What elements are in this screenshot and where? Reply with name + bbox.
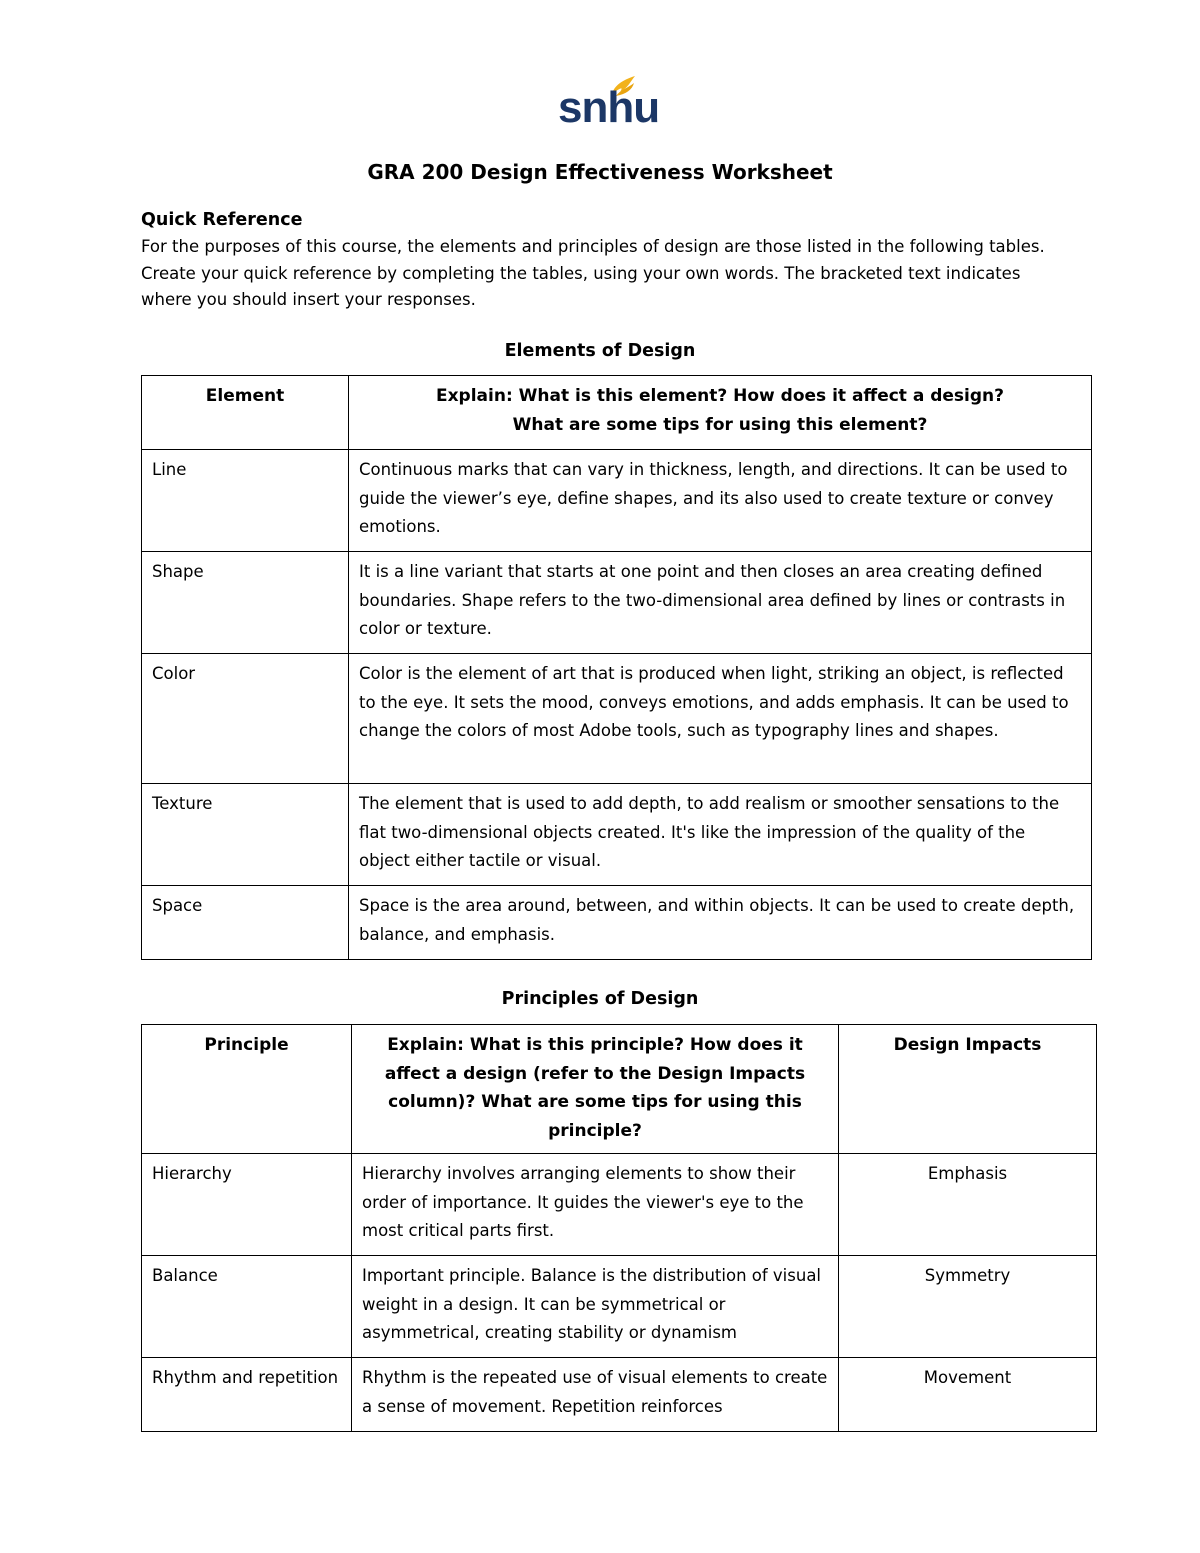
table-row xyxy=(142,784,1092,886)
table-row xyxy=(142,1154,1097,1256)
table-row xyxy=(142,654,1092,784)
quick-reference-text: For the purposes of this course, the elements and principles of design are those listed in the following tables. Create your quick reference by completing the tables, using your own words. The bracketed text indicates where you should insert your responses. xyxy=(141,237,1045,309)
principles-header-row xyxy=(142,1025,1097,1154)
column-header-principle: Principle xyxy=(142,1025,352,1154)
element-explanation: It is a line variant that starts at one point and then closes an area creating defined boundaries. Shape refers to the two-dimensional area defined by lines or contrasts in color or texture. xyxy=(349,552,1092,654)
element-name: Space xyxy=(142,886,349,960)
element-explanation: Color is the element of art that is produced when light, striking an object, is reflected to the eye. It sets the mood, conveys emotions, and adds emphasis. It can be used to change the colors of most Adobe tools, such as typography lines and shapes. xyxy=(349,654,1092,784)
principle-name: Rhythm and repetition xyxy=(142,1358,352,1432)
snhu-logo xyxy=(540,74,660,134)
logo-wordmark: snhu xyxy=(558,83,660,132)
design-impact: Emphasis xyxy=(839,1154,1097,1256)
table-row xyxy=(142,1358,1097,1432)
column-header-design-impacts: Design Impacts xyxy=(839,1025,1097,1154)
quick-reference-heading: Quick Reference xyxy=(141,210,303,230)
table-row xyxy=(142,1256,1097,1358)
principle-explanation: Important principle. Balance is the distribution of visual weight in a design. It can be symmetrical or asymmetrical, creating stability or dynamism xyxy=(352,1256,839,1358)
design-impact: Movement xyxy=(839,1358,1097,1432)
elements-table-heading: Elements of Design xyxy=(504,341,696,361)
design-impact: Symmetry xyxy=(839,1256,1097,1358)
element-name: Color xyxy=(142,654,349,784)
table-row xyxy=(142,552,1092,654)
element-explanation: The element that is used to add depth, to add realism or smoother sensations to the flat two-dimensional objects created. It's like the impression of the quality of the object either tactile or visual. xyxy=(349,784,1092,886)
column-header-element: Element xyxy=(142,376,349,450)
principle-explanation: Rhythm is the repeated use of visual elements to create a sense of movement. Repetition reinforces xyxy=(352,1358,839,1432)
column-header-explain: Explain: What is this principle? How does it affect a design (refer to the Design Impacts column)? What are some tips for using this principle? xyxy=(352,1025,839,1154)
table-row xyxy=(142,450,1092,552)
element-name: Texture xyxy=(142,784,349,886)
principle-name: Hierarchy xyxy=(142,1154,352,1256)
element-name: Shape xyxy=(142,552,349,654)
principles-table xyxy=(141,1024,1097,1432)
principle-name: Balance xyxy=(142,1256,352,1358)
elements-table xyxy=(141,375,1092,960)
column-header-explain-line1: Explain: What is this element? How does it affect a design? xyxy=(435,386,1005,406)
column-header-explain-line2: What are some tips for using this element? xyxy=(512,414,928,435)
document-title: GRA 200 Design Effectiveness Worksheet xyxy=(367,160,833,184)
column-header-explain xyxy=(349,376,1092,450)
element-explanation: Continuous marks that can vary in thickness, length, and directions. It can be used to guide the viewer’s eye, define shapes, and its also used to create texture or convey emotions. xyxy=(349,450,1092,552)
principles-table-heading: Principles of Design xyxy=(501,989,699,1009)
element-explanation: Space is the area around, between, and within objects. It can be used to create depth, balance, and emphasis. xyxy=(349,886,1092,960)
table-row xyxy=(142,886,1092,960)
principle-explanation: Hierarchy involves arranging elements to show their order of importance. It guides the viewer's eye to the most critical parts first. xyxy=(352,1154,839,1256)
element-name: Line xyxy=(142,450,349,552)
elements-header-row xyxy=(142,376,1092,450)
